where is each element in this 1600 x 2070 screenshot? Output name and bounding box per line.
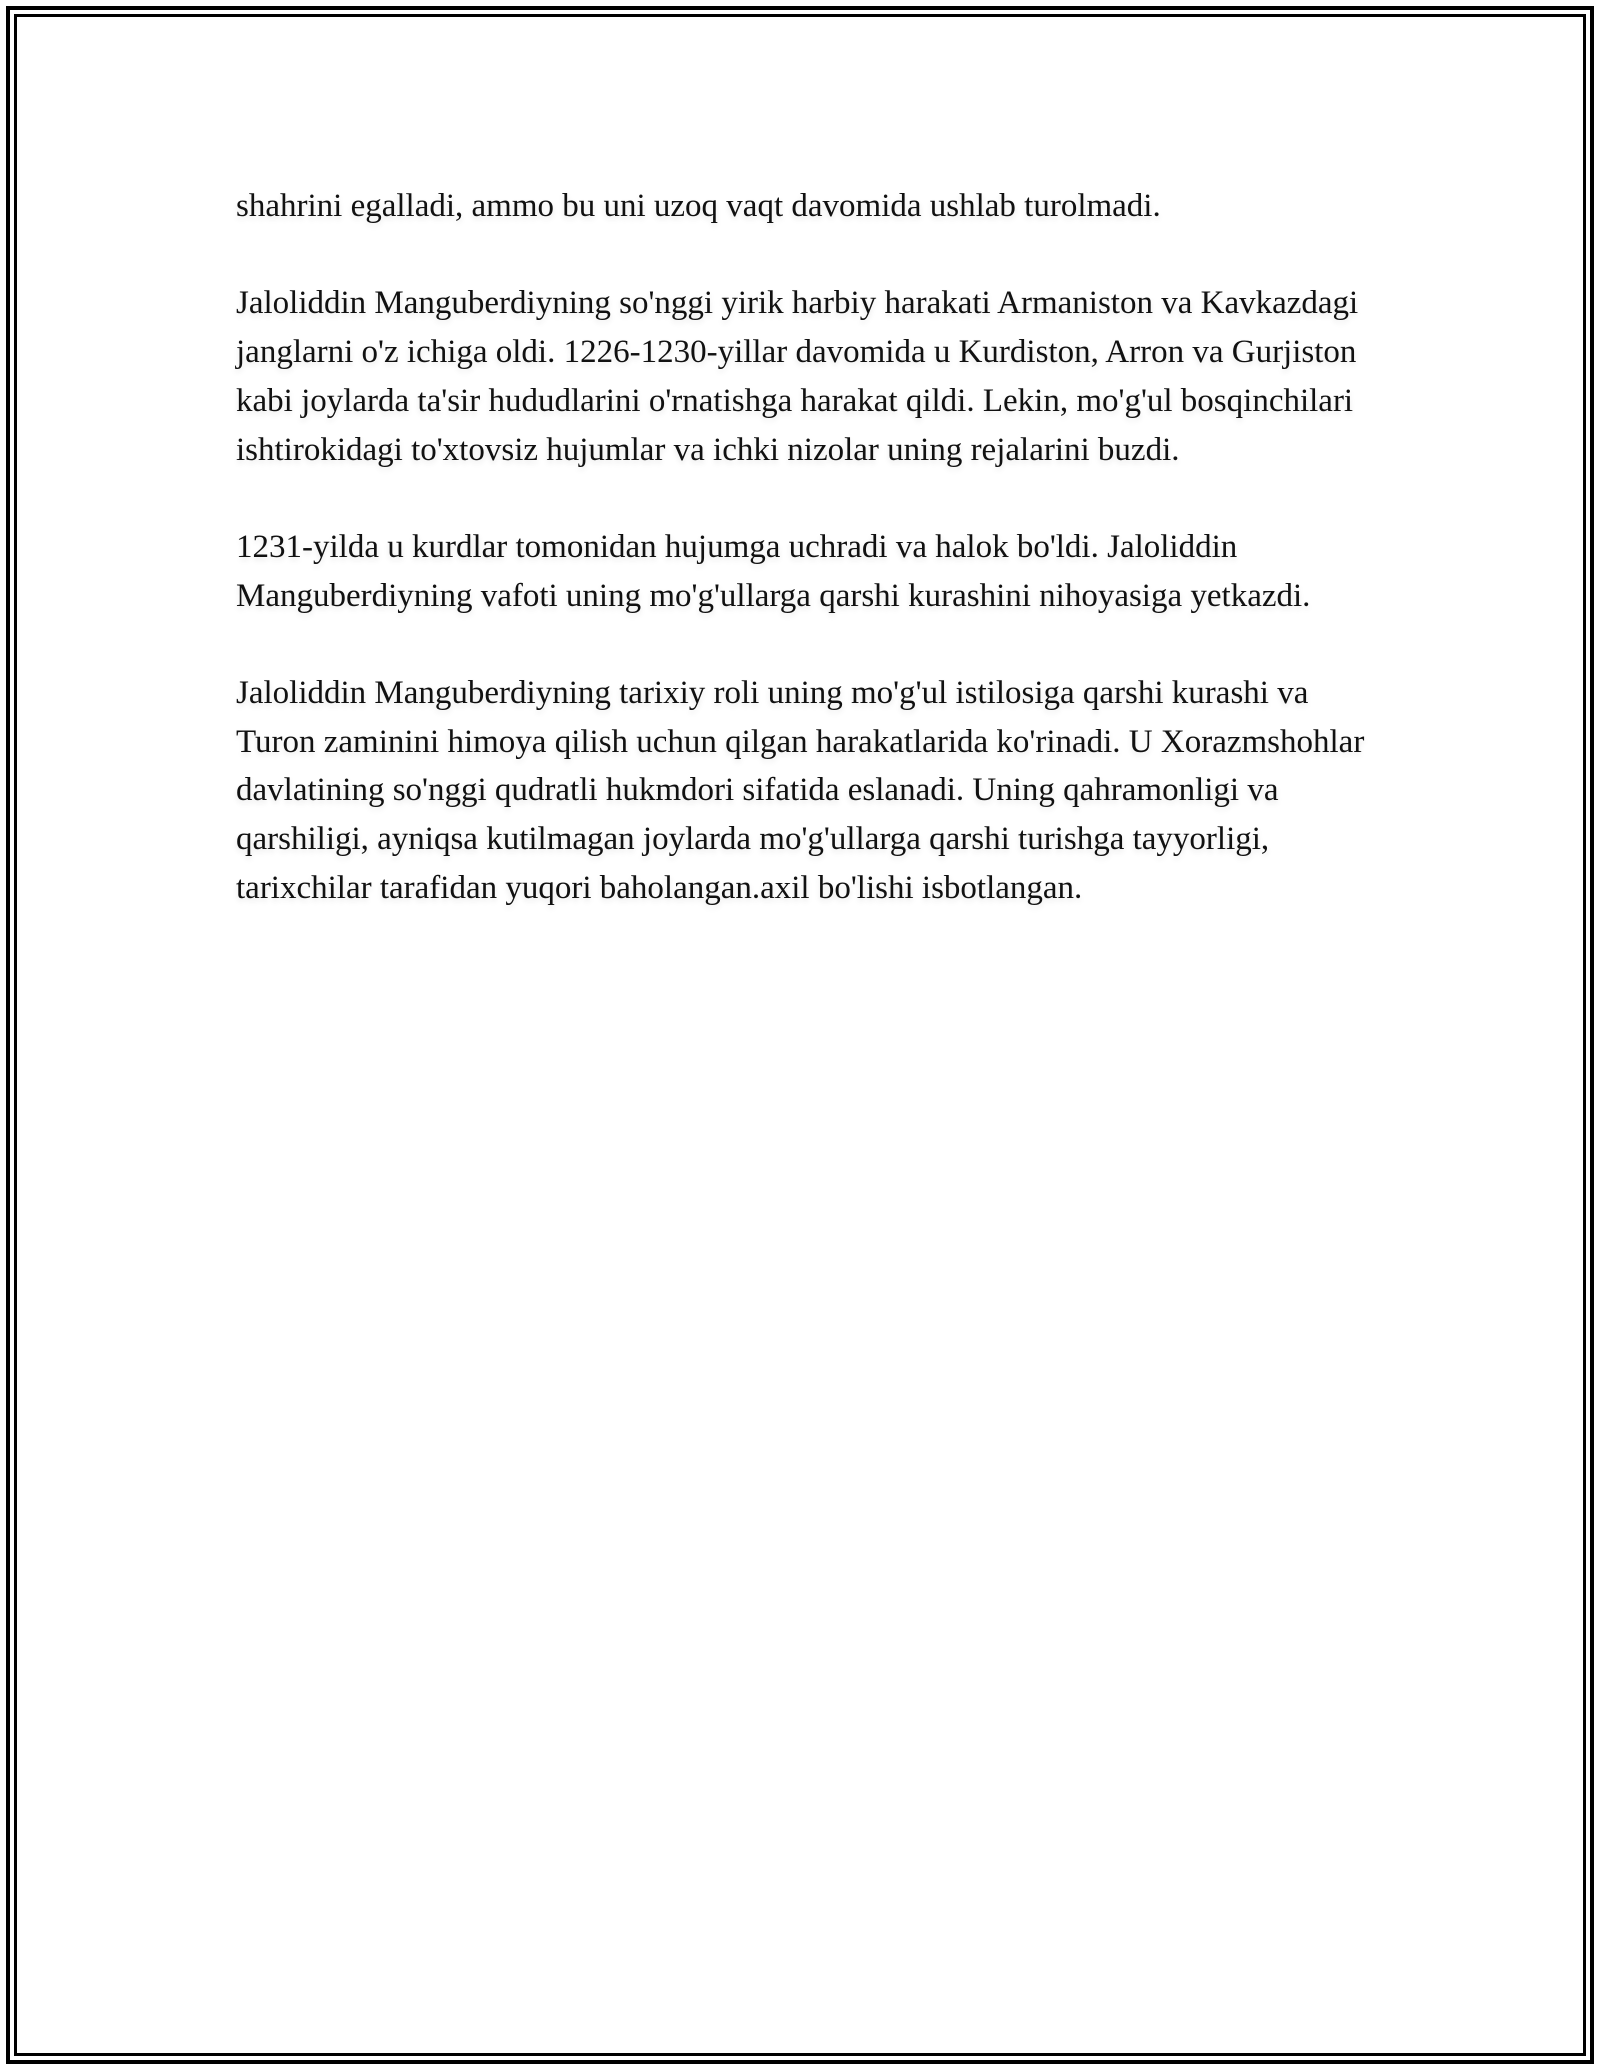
document-body <box>236 182 1386 913</box>
paragraph-3: 1231-yilda u kurdlar tomonidan hujumga uchradi va halok bo'ldi. Jaloliddin Manguberdiyning vafoti uning mo'g'ullarga qarshi kurashini nihoyasiga yetkazdi. <box>236 528 1311 614</box>
paragraph-1: shahrini egalladi, ammo bu uni uzoq vaqt davomida ushlab turolmadi. <box>236 188 1161 224</box>
paragraph-2: Jaloliddin Manguberdiyning so'nggi yirik harbiy harakati Armaniston va Kavkazdagi janglarni o'z ichiga oldi. 1226-1230-yillar davomida u Kurdiston, Arron va Gurjiston kabi joylarda ta'sir hududlarini o'rnatishga harakat qildi. Lekin, mo'g'ul bosqinchilari ishtirokidagi to'xtovsiz hujumlar va ichki nizolar uning rejalarini buzdi. <box>236 285 1359 468</box>
paragraph-4: Jaloliddin Manguberdiyning tarixiy roli uning mo'g'ul istilosiga qarshi kurashi va Turon zaminini himoya qilish uchun qilgan harakatlarida ko'rinadi. U Xorazmshohlar davlatining so'nggi qudratli hukmdori sifatida eslanadi. Uning qahramonligi va qarshiligi, ayniqsa kutilmagan joylarda mo'g'ullarga qarshi turishga tayyorligi, tarixchilar tarafidan yuqori baholangan.axil bo'lishi isbotlangan. <box>236 674 1365 906</box>
